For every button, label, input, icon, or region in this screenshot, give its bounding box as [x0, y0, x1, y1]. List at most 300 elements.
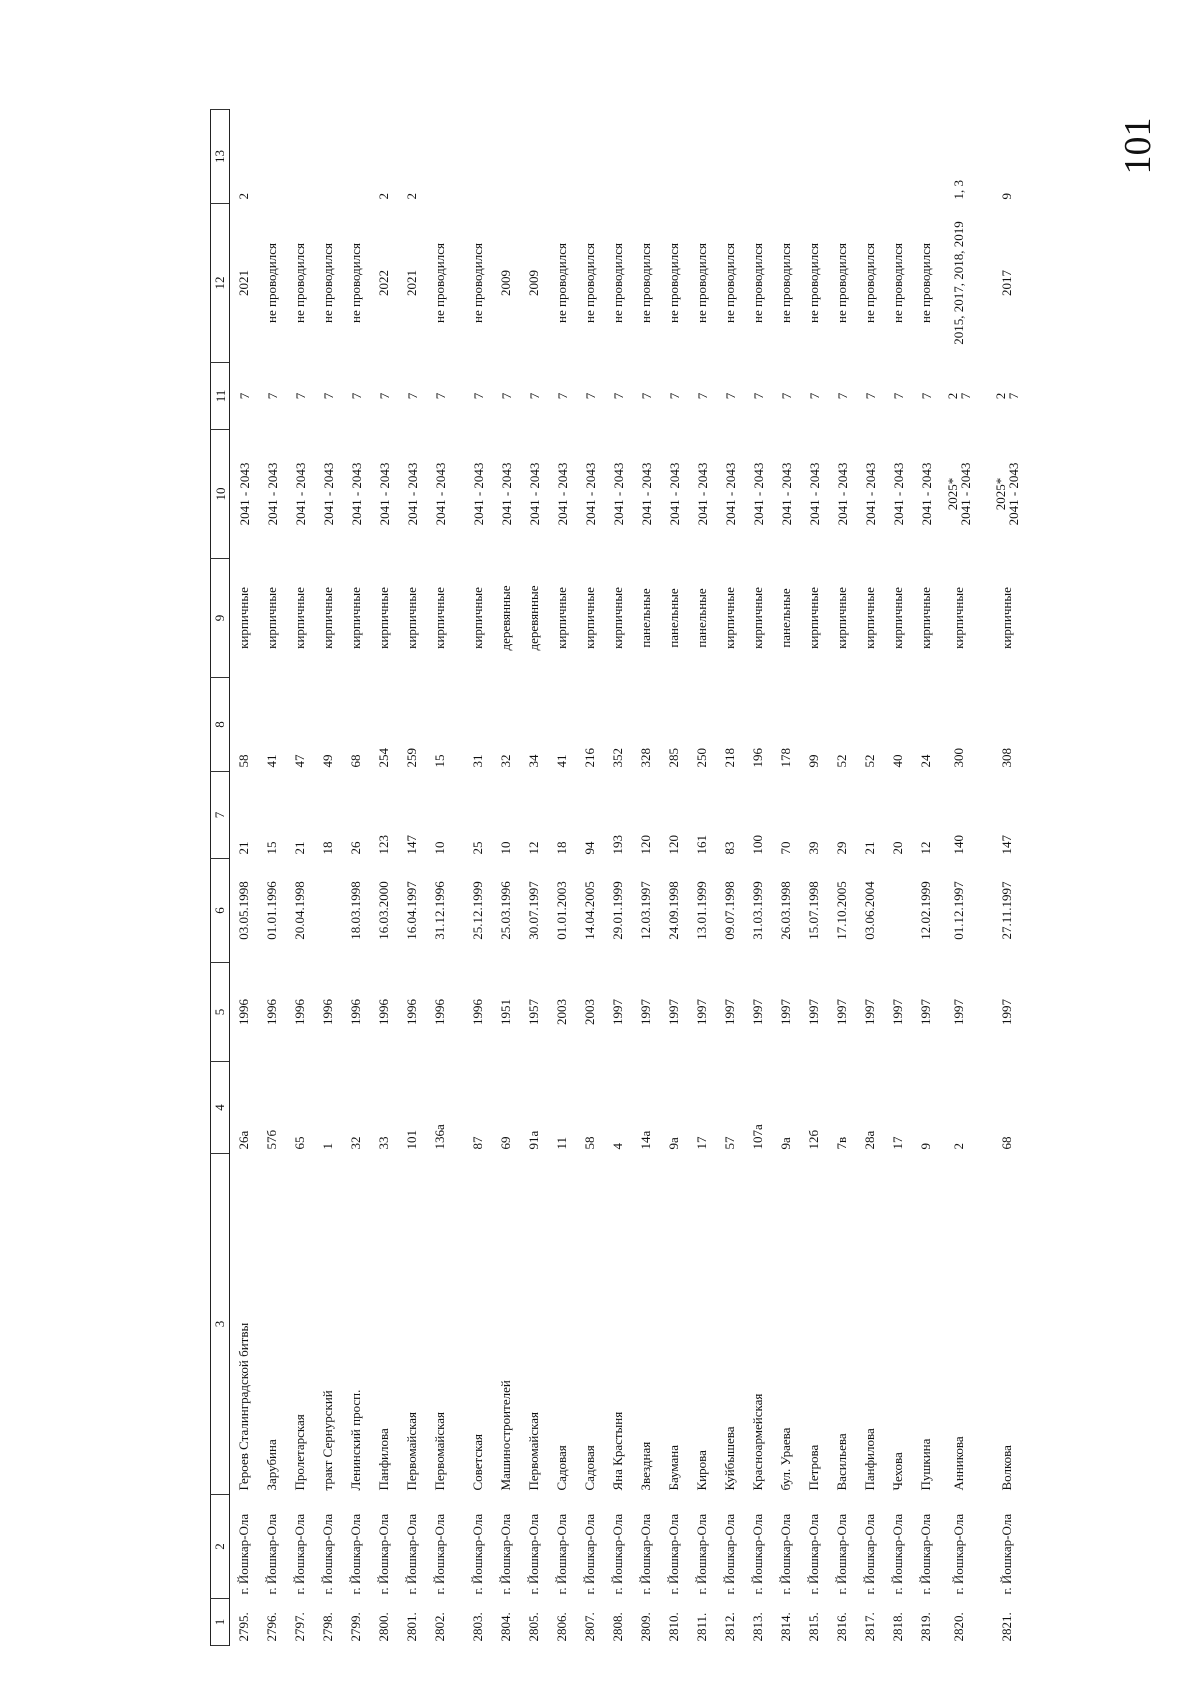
- value-11-cell: [828, 363, 856, 430]
- house-cell: 87: [470, 1136, 485, 1150]
- registry-table-frame: [210, 127, 1200, 1642]
- period-cell: [632, 430, 660, 559]
- value-13-cell: [744, 110, 772, 204]
- street-cell: Пушкина: [918, 1438, 933, 1491]
- value-13-cell: 2: [236, 193, 251, 200]
- value-11-cell: [286, 363, 314, 430]
- table-row: [604, 110, 632, 1646]
- street-cell: Панфилова: [862, 1428, 877, 1491]
- city-cell: г. Йошкар-Ола: [236, 1513, 251, 1595]
- value-11-cell-line: 7: [890, 392, 906, 400]
- value-11-cell-line: 7: [320, 392, 336, 400]
- period-cell-line: 2041 - 2043: [264, 462, 280, 526]
- house-cell: 1: [320, 1143, 335, 1150]
- material-cell: кирпичные: [582, 587, 597, 649]
- value-7-cell: 12: [526, 841, 541, 855]
- period-cell: [988, 430, 1026, 559]
- value-11-cell: [314, 363, 342, 430]
- date-cell: 09.07.1998: [722, 881, 737, 940]
- table-row: [464, 110, 492, 1646]
- inspection-cell: не проводился: [806, 243, 821, 323]
- date-cell: 17.10.2005: [834, 881, 849, 940]
- row-number: 2817.: [862, 1612, 877, 1642]
- date-cell: 31.03.1999: [750, 881, 765, 940]
- value-7-cell: 161: [694, 835, 709, 855]
- value-7-cell: 147: [999, 835, 1014, 855]
- value-11-cell: [464, 363, 492, 430]
- street-cell: Советская: [470, 1434, 485, 1491]
- material-cell: кирпичные: [750, 587, 765, 649]
- house-cell: 136а: [432, 1124, 447, 1150]
- period-cell-line-2: 2041 - 2043: [958, 462, 973, 526]
- year-cell: 1957: [526, 999, 541, 1025]
- street-cell: Васильева: [834, 1433, 849, 1491]
- date-cell: 20.04.1998: [292, 881, 307, 940]
- material-cell: панельные: [666, 588, 681, 648]
- street-cell: Машиностроителей: [498, 1380, 513, 1491]
- city-cell: г. Йошкар-Ола: [722, 1513, 737, 1595]
- row-number: 2799.: [348, 1612, 363, 1642]
- street-cell: Кирова: [694, 1450, 709, 1491]
- house-cell: 68: [999, 1136, 1014, 1150]
- value-13-cell: [604, 110, 632, 204]
- material-cell: деревянные: [526, 585, 541, 651]
- value-11-cell: [370, 363, 398, 430]
- period-cell: [912, 430, 940, 559]
- material-cell: кирпичные: [890, 587, 905, 649]
- city-cell: г. Йошкар-Ола: [432, 1513, 447, 1595]
- street-cell: бул. Ураева: [778, 1427, 793, 1491]
- date-cell: 01.01.1996: [264, 881, 279, 940]
- value-11-cell: [884, 363, 912, 430]
- city-cell: г. Йошкар-Ола: [554, 1513, 569, 1595]
- city-cell: г. Йошкар-Ола: [264, 1513, 279, 1595]
- period-cell: [688, 430, 716, 559]
- value-7-cell: 120: [666, 835, 681, 855]
- value-7-cell: 21: [292, 841, 307, 855]
- value-11-cell-line: 7: [722, 392, 738, 400]
- date-cell: 30.07.1997: [526, 881, 541, 940]
- value-8-cell: 218: [722, 748, 737, 768]
- house-cell: 14а: [638, 1130, 653, 1150]
- date-cell: 15.07.1998: [806, 881, 821, 940]
- date-cell: [314, 859, 342, 963]
- house-cell: 33: [376, 1136, 391, 1150]
- column-header: 10: [211, 430, 230, 559]
- year-cell: 2003: [554, 999, 569, 1025]
- year-cell: 1996: [292, 999, 307, 1025]
- inspection-cell: 2022: [376, 270, 391, 296]
- period-cell: [492, 430, 520, 559]
- inspection-cell: не проводился: [264, 243, 279, 323]
- row-number: 2806.: [554, 1612, 569, 1642]
- value-11-cell: [912, 363, 940, 430]
- value-11-cell-line: 7: [666, 392, 682, 400]
- material-cell: кирпичные: [320, 587, 335, 649]
- period-cell: [856, 430, 884, 559]
- value-8-cell: 47: [292, 754, 307, 768]
- inspection-cell: не проводился: [554, 243, 569, 323]
- column-header: 13: [211, 110, 230, 204]
- year-cell: 1996: [404, 999, 419, 1025]
- period-cell-line: 2041 - 2043: [806, 462, 822, 526]
- street-cell: Куйбышева: [722, 1426, 737, 1491]
- inspection-cell: не проводился: [778, 243, 793, 323]
- value-11-cell: [632, 363, 660, 430]
- date-cell: 01.12.1997: [951, 881, 966, 940]
- value-11-cell-line: 7: [526, 392, 542, 400]
- value-8-cell: 52: [834, 754, 849, 768]
- period-cell-line: 2041 - 2043: [722, 462, 738, 526]
- value-8-cell: 178: [778, 748, 793, 768]
- table-row: [520, 110, 548, 1646]
- value-11-cell: [688, 363, 716, 430]
- inspection-cell: не проводился: [722, 243, 737, 323]
- table-row: [772, 110, 800, 1646]
- house-cell: 107а: [750, 1124, 765, 1150]
- period-cell: [286, 430, 314, 559]
- period-cell: [426, 430, 454, 559]
- value-11-cell-line: 7: [236, 392, 252, 400]
- value-7-cell: 26: [348, 841, 363, 855]
- year-cell: 1997: [722, 999, 737, 1025]
- value-7-cell: 10: [432, 841, 447, 855]
- year-cell: 1997: [806, 999, 821, 1025]
- row-number: 2796.: [264, 1612, 279, 1642]
- material-cell: кирпичные: [554, 587, 569, 649]
- year-cell: 1996: [432, 999, 447, 1025]
- date-cell: 03.05.1998: [236, 881, 251, 940]
- value-13-cell: [464, 110, 492, 204]
- house-cell: 57б: [264, 1129, 279, 1150]
- street-cell: Садовая: [582, 1445, 597, 1491]
- value-11-cell-line: 2: [993, 392, 1008, 400]
- date-cell: 29.01.1999: [610, 881, 625, 940]
- street-cell: Яна Крастыня: [610, 1411, 625, 1491]
- value-11-cell-line: 7: [470, 392, 486, 400]
- period-cell-line: 2041 - 2043: [236, 462, 252, 526]
- street-cell: Чехова: [890, 1452, 905, 1491]
- value-7-cell: 39: [806, 841, 821, 855]
- period-cell: [716, 430, 744, 559]
- value-11-cell-line: 7: [404, 392, 420, 400]
- period-cell-line: 2041 - 2043: [320, 462, 336, 526]
- street-cell: Первомайская: [404, 1412, 419, 1491]
- street-cell: Садовая: [554, 1445, 569, 1491]
- date-cell: 01.01.2003: [554, 881, 569, 940]
- year-cell: 1997: [999, 999, 1014, 1025]
- period-cell-line: 2041 - 2043: [610, 462, 626, 526]
- column-header: 1: [211, 1599, 230, 1646]
- value-11-cell-line: 7: [610, 392, 626, 400]
- period-cell-line: 2041 - 2043: [404, 462, 420, 526]
- date-cell: 14.04.2005: [582, 881, 597, 940]
- inspection-cell: не проводился: [638, 243, 653, 323]
- value-13-cell: [520, 110, 548, 204]
- value-7-cell: 21: [862, 841, 877, 855]
- house-cell: 2: [951, 1143, 966, 1150]
- table-row: [828, 110, 856, 1646]
- house-cell: 58: [582, 1136, 597, 1150]
- material-cell: панельные: [778, 588, 793, 648]
- inspection-cell: 2015, 2017, 2018, 2019: [951, 221, 966, 345]
- value-13-cell: [548, 110, 576, 204]
- column-header: 4: [211, 1062, 230, 1154]
- value-13-cell: [426, 110, 454, 204]
- inspection-cell: 2021: [404, 270, 419, 296]
- value-13-cell: [660, 110, 688, 204]
- date-cell: 16.03.2000: [376, 881, 391, 940]
- table-row: [492, 110, 520, 1646]
- city-cell: г. Йошкар-Ола: [999, 1513, 1014, 1595]
- value-11-cell-line: 7: [376, 392, 392, 400]
- period-cell: [828, 430, 856, 559]
- value-8-cell: 328: [638, 748, 653, 768]
- value-11-cell: [492, 363, 520, 430]
- value-13-cell: 9: [999, 193, 1014, 200]
- city-cell: г. Йошкар-Ола: [526, 1513, 541, 1595]
- row-number: 2801.: [404, 1612, 419, 1642]
- year-cell: 1997: [890, 999, 905, 1025]
- value-8-cell: 352: [610, 748, 625, 768]
- row-spacer: [454, 110, 464, 1646]
- city-cell: г. Йошкар-Ола: [918, 1513, 933, 1595]
- row-number: 2812.: [722, 1612, 737, 1642]
- row-number: 2818.: [890, 1612, 905, 1642]
- value-8-cell: 259: [404, 748, 419, 768]
- value-11-cell-line: 7: [862, 392, 878, 400]
- value-8-cell: 31: [470, 754, 485, 768]
- value-7-cell: 70: [778, 841, 793, 855]
- house-cell: 17: [890, 1136, 905, 1150]
- period-cell: [464, 430, 492, 559]
- value-11-cell: [398, 363, 426, 430]
- period-cell-line: 2041 - 2043: [834, 462, 850, 526]
- street-cell: Красноармейская: [750, 1393, 765, 1491]
- row-number: 2808.: [610, 1612, 625, 1642]
- value-11-cell: [520, 363, 548, 430]
- row-number: 2802.: [432, 1612, 447, 1642]
- period-cell: [230, 430, 259, 559]
- table-row: [230, 110, 259, 1646]
- value-7-cell: 10: [498, 841, 513, 855]
- period-cell-line: 2041 - 2043: [582, 462, 598, 526]
- period-cell-line: 2041 - 2043: [376, 462, 392, 526]
- material-cell: деревянные: [498, 585, 513, 651]
- value-8-cell: 285: [666, 748, 681, 768]
- year-cell: 1997: [951, 999, 966, 1025]
- house-cell: 91а: [526, 1130, 541, 1150]
- value-11-cell-line-2: 7: [958, 392, 973, 400]
- table-row: [632, 110, 660, 1646]
- material-cell: кирпичные: [722, 587, 737, 649]
- value-11-cell-line: 7: [750, 392, 766, 400]
- material-cell: кирпичные: [264, 587, 279, 649]
- street-cell: Первомайская: [432, 1412, 447, 1491]
- value-11-cell: [548, 363, 576, 430]
- value-8-cell: 40: [890, 754, 905, 768]
- value-11-cell-line: 2: [945, 392, 960, 400]
- registry-table: [210, 109, 1026, 1646]
- table-row: [716, 110, 744, 1646]
- house-cell: 65: [292, 1136, 307, 1150]
- period-cell-line: 2041 - 2043: [432, 462, 448, 526]
- street-cell: тракт Сернурский: [320, 1390, 335, 1491]
- value-11-cell-line: 7: [582, 392, 598, 400]
- value-11-cell: [800, 363, 828, 430]
- value-13-cell: [856, 110, 884, 204]
- value-8-cell: 99: [806, 754, 821, 768]
- value-11-cell-line-2: 7: [1006, 392, 1021, 400]
- material-cell: кирпичные: [834, 587, 849, 649]
- table-row: [342, 110, 370, 1646]
- house-cell: 11: [554, 1136, 569, 1150]
- inspection-cell: не проводился: [890, 243, 905, 323]
- spacer-cell: [978, 110, 988, 1646]
- city-cell: г. Йошкар-Ола: [292, 1513, 307, 1595]
- period-cell: [604, 430, 632, 559]
- value-13-cell: [828, 110, 856, 204]
- period-cell: [548, 430, 576, 559]
- table-row: [426, 110, 454, 1646]
- period-cell-line: 2041 - 2043: [694, 462, 710, 526]
- city-cell: г. Йошкар-Ола: [951, 1513, 966, 1595]
- value-7-cell: 29: [834, 841, 849, 855]
- house-cell: 101: [404, 1130, 419, 1150]
- value-11-cell-line: 7: [292, 392, 308, 400]
- spacer-cell: [454, 110, 464, 1646]
- material-cell: кирпичные: [951, 587, 966, 649]
- table-row: [548, 110, 576, 1646]
- row-number: 2803.: [470, 1612, 485, 1642]
- table-row: [912, 110, 940, 1646]
- value-8-cell: 58: [236, 754, 251, 768]
- city-cell: г. Йошкар-Ола: [806, 1513, 821, 1595]
- period-cell: [398, 430, 426, 559]
- row-spacer: [978, 110, 988, 1646]
- year-cell: 1997: [694, 999, 709, 1025]
- value-13-cell: [800, 110, 828, 204]
- row-number: 2809.: [638, 1612, 653, 1642]
- value-13-cell: [688, 110, 716, 204]
- value-8-cell: 300: [951, 748, 966, 768]
- period-cell: [800, 430, 828, 559]
- inspection-cell: не проводился: [610, 243, 625, 323]
- value-8-cell: 24: [918, 754, 933, 768]
- row-number: 2800.: [376, 1612, 391, 1642]
- material-cell: кирпичные: [432, 587, 447, 649]
- street-cell: Баумана: [666, 1444, 681, 1491]
- period-cell: [660, 430, 688, 559]
- column-header: 12: [211, 204, 230, 363]
- street-cell: Анникова: [951, 1436, 966, 1491]
- value-8-cell: 15: [432, 754, 447, 768]
- inspection-cell: не проводился: [348, 243, 363, 323]
- year-cell: 1997: [750, 999, 765, 1025]
- row-number: 2816.: [834, 1612, 849, 1642]
- row-number: 2810.: [666, 1612, 681, 1642]
- value-8-cell: 49: [320, 754, 335, 768]
- period-cell-line: 2041 - 2043: [890, 462, 906, 526]
- value-7-cell: 94: [582, 841, 597, 855]
- row-number: 2804.: [498, 1612, 513, 1642]
- city-cell: г. Йошкар-Ола: [778, 1513, 793, 1595]
- material-cell: кирпичные: [470, 587, 485, 649]
- value-7-cell: 100: [750, 835, 765, 855]
- period-cell-line: 2041 - 2043: [862, 462, 878, 526]
- period-cell-line: 2025*: [945, 477, 960, 511]
- inspection-cell: не проводился: [292, 243, 307, 323]
- value-11-cell-line: 7: [834, 392, 850, 400]
- value-11-cell: [604, 363, 632, 430]
- value-13-cell: 2: [376, 193, 391, 200]
- inspection-cell: не проводился: [918, 243, 933, 323]
- year-cell: 1997: [834, 999, 849, 1025]
- street-cell: Зарубина: [264, 1439, 279, 1491]
- value-11-cell: [772, 363, 800, 430]
- row-number: 2819.: [918, 1612, 933, 1642]
- column-header: 6: [211, 859, 230, 963]
- value-8-cell: 41: [554, 754, 569, 768]
- house-cell: 4: [610, 1143, 625, 1150]
- table-row: [370, 110, 398, 1646]
- value-8-cell: 32: [498, 754, 513, 768]
- period-cell: [772, 430, 800, 559]
- table-row: [576, 110, 604, 1646]
- year-cell: 1997: [862, 999, 877, 1025]
- inspection-cell: 2021: [236, 270, 251, 296]
- value-8-cell: 308: [999, 748, 1014, 768]
- table-row: [800, 110, 828, 1646]
- street-cell: Звездная: [638, 1441, 653, 1491]
- column-header: 9: [211, 559, 230, 678]
- year-cell: 1996: [320, 999, 335, 1025]
- value-11-cell: [342, 363, 370, 430]
- value-11-cell-line: 7: [498, 392, 514, 400]
- date-cell: 24.09.1998: [666, 881, 681, 940]
- inspection-cell: 2009: [526, 270, 541, 296]
- row-number: 2807.: [582, 1612, 597, 1642]
- house-cell: 9: [918, 1143, 933, 1150]
- date-cell: 16.04.1997: [404, 881, 419, 940]
- material-cell: кирпичные: [376, 587, 391, 649]
- material-cell: кирпичные: [610, 587, 625, 649]
- value-13-cell: [884, 110, 912, 204]
- date-cell: 31.12.1996: [432, 881, 447, 940]
- value-11-cell-line: 7: [348, 392, 364, 400]
- year-cell: 1951: [498, 999, 513, 1025]
- house-cell: 17: [694, 1136, 709, 1150]
- year-cell: 1997: [610, 999, 625, 1025]
- value-11-cell: [856, 363, 884, 430]
- value-7-cell: 120: [638, 835, 653, 855]
- page-number: 101: [1117, 117, 1159, 175]
- row-number: 2805.: [526, 1612, 541, 1642]
- year-cell: 1996: [376, 999, 391, 1025]
- value-11-cell: [258, 363, 286, 430]
- material-cell: кирпичные: [999, 587, 1014, 649]
- house-cell: 7в: [834, 1136, 849, 1150]
- street-cell: Волкова: [999, 1445, 1014, 1491]
- period-cell: [370, 430, 398, 559]
- city-cell: г. Йошкар-Ола: [404, 1513, 419, 1595]
- period-cell-line: 2041 - 2043: [498, 462, 514, 526]
- year-cell: 1996: [264, 999, 279, 1025]
- table-row: [660, 110, 688, 1646]
- value-11-cell: [230, 363, 259, 430]
- value-13-cell: 2: [404, 193, 419, 200]
- column-header: 2: [211, 1495, 230, 1599]
